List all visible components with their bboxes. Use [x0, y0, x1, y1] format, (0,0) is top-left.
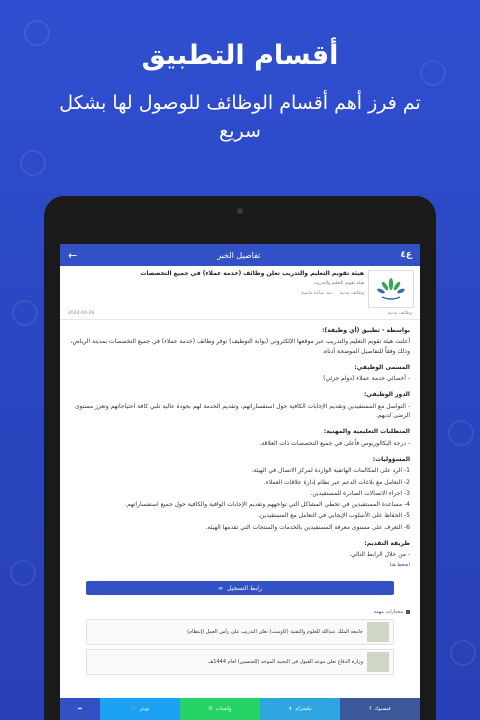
- related-item-title: جامعة الملك عبدالله للعلوم والتقنية (كاوست) تعلن التدريب على رأس العمل (إنتظام): [187, 629, 363, 636]
- section-title: المتطلبات التعليمية والمهنية:: [323, 428, 410, 436]
- app-bar-title: تفاصيل الخبر: [217, 250, 261, 260]
- related-item[interactable]: [86, 649, 394, 675]
- news-time: منذ ساعة ماضية: [301, 290, 332, 296]
- app-logo: ع٤: [400, 250, 412, 260]
- section-text: - أخصائي خدمة عملاء (دوام جزئي): [323, 375, 410, 383]
- square-icon: [406, 610, 410, 614]
- section-title: الدور الوظيفي:: [363, 391, 410, 399]
- organization-logo: [368, 270, 414, 308]
- leaf-logo-icon: [376, 276, 406, 302]
- news-title: هيئة تقويم التعليم والتدريب تعلن وظائف (خدمة عملاء) في جميع التخصصات: [140, 270, 364, 277]
- app-bar: [60, 244, 420, 266]
- facebook-share-button[interactable]: [340, 698, 420, 720]
- related-item-title: وزارة الدفاع تعلن موعد القبول في التجنيد الموحد (للجنسين) لعام 1444هـ.: [207, 659, 363, 666]
- related-thumbnail: [367, 652, 389, 672]
- news-source: هيئة تقويم التعليم والتدريب: [313, 280, 364, 286]
- twitter-share-button[interactable]: [100, 698, 180, 720]
- author-line: بواسطة - تطبيق (أي وظيفة):: [322, 327, 410, 334]
- date-row: [60, 310, 420, 320]
- responsibility-item: 6- التعرف على مستوى معرفة المستفيدين بالخدمات والمنتجات التي تقدمها الهيئة.: [205, 523, 410, 531]
- whatsapp-share-button[interactable]: [180, 698, 260, 720]
- facebook-icon: f: [369, 706, 372, 712]
- section-text: - من خلال الرابط التالي:: [348, 551, 410, 559]
- related-thumbnail: [367, 622, 389, 642]
- responsibility-item: 3- اجراء الاتصالات الصادرة للمستفيدين.: [310, 489, 410, 497]
- responsibility-item: 2- التعامل مع بلاغات الدعم عبر نظام إدارة علاقات العملاء.: [264, 478, 410, 486]
- related-heading-label: مختارات مهمة: [373, 609, 403, 616]
- section-text: - التواصل مع المستفيدين وتقديم الإجابات الكافية حول استفساراتهم، وتقديم الخدمة لهم بجودة عالية تلبي كافة احتياجاتهم وتعزز مستوى الرضى لديهم.: [74, 402, 410, 420]
- related-item[interactable]: [86, 619, 394, 645]
- related-heading: [70, 609, 410, 615]
- section-title: طريقة التقديم:: [364, 540, 410, 548]
- back-arrow-icon[interactable]: ←: [68, 248, 78, 262]
- twitter-label: تويتر: [139, 706, 150, 712]
- telegram-icon: ✈: [288, 706, 293, 712]
- news-header: [60, 266, 420, 310]
- telegram-share-button[interactable]: [260, 698, 340, 720]
- news-date: 2024-04-29: [68, 311, 95, 316]
- camera-icon: [237, 208, 243, 214]
- link-icon: ∞: [218, 584, 224, 592]
- register-link-button[interactable]: [86, 581, 394, 595]
- responsibility-item: 1- الرد على المكالمات الهاتفية الواردة لمركز الاتصال في الهيئة.: [251, 467, 410, 475]
- twitter-icon: 🐦: [130, 706, 137, 712]
- share-icon: ➦: [77, 706, 83, 712]
- responsibility-item: 4- مساعدة المستفيدين في تخطي المشاكل التي تواجههم وتقديم الإجابات الوافية والكافية حول جميع استفساراتهم.: [125, 501, 410, 509]
- section-title: المسمى الوظيفي:: [354, 363, 410, 371]
- article-body: [60, 320, 420, 569]
- whatsapp-label: واتساب: [215, 706, 232, 712]
- register-button-label: رابط التسجيل: [227, 584, 262, 592]
- share-bar: [60, 698, 420, 720]
- telegram-label: تيليجرام: [295, 706, 312, 712]
- share-arrow-button[interactable]: [60, 698, 100, 720]
- whatsapp-icon: ✆: [208, 706, 213, 712]
- facebook-label: فيسبوك: [374, 706, 391, 712]
- section-text: - درجة البكالوريوس فأعلى في جميع التخصصات ذات العلاقة.: [259, 439, 410, 447]
- category-label: وظائف مدنية: [387, 311, 412, 316]
- promo-title: أقسام التطبيق: [141, 40, 339, 71]
- app-screen: [60, 244, 420, 720]
- promo-subtitle: تم فرز أهم أقسام الوظائف للوصول لها بشكل سريع: [59, 92, 421, 142]
- press-here-link[interactable]: اضغط هنا: [389, 561, 410, 568]
- responsibility-item: 5- الحفاظ على الأسلوب الإيجابي في التعامل مع المستفيدين.: [258, 512, 410, 520]
- news-category[interactable]: وظائف مدنية: [339, 290, 364, 296]
- section-title: المسؤوليات:: [372, 455, 410, 463]
- intro-paragraph: أعلنت هيئة تقويم التعليم والتدريب عبر موقعها الإلكتروني (بوابة التوظيف) توفر وظائف (خدمة عملاء) في جميع التخصصات بمدينة الرياض، وذلك وفقاً للتفاصيل الموضحة أدناه.: [70, 338, 410, 355]
